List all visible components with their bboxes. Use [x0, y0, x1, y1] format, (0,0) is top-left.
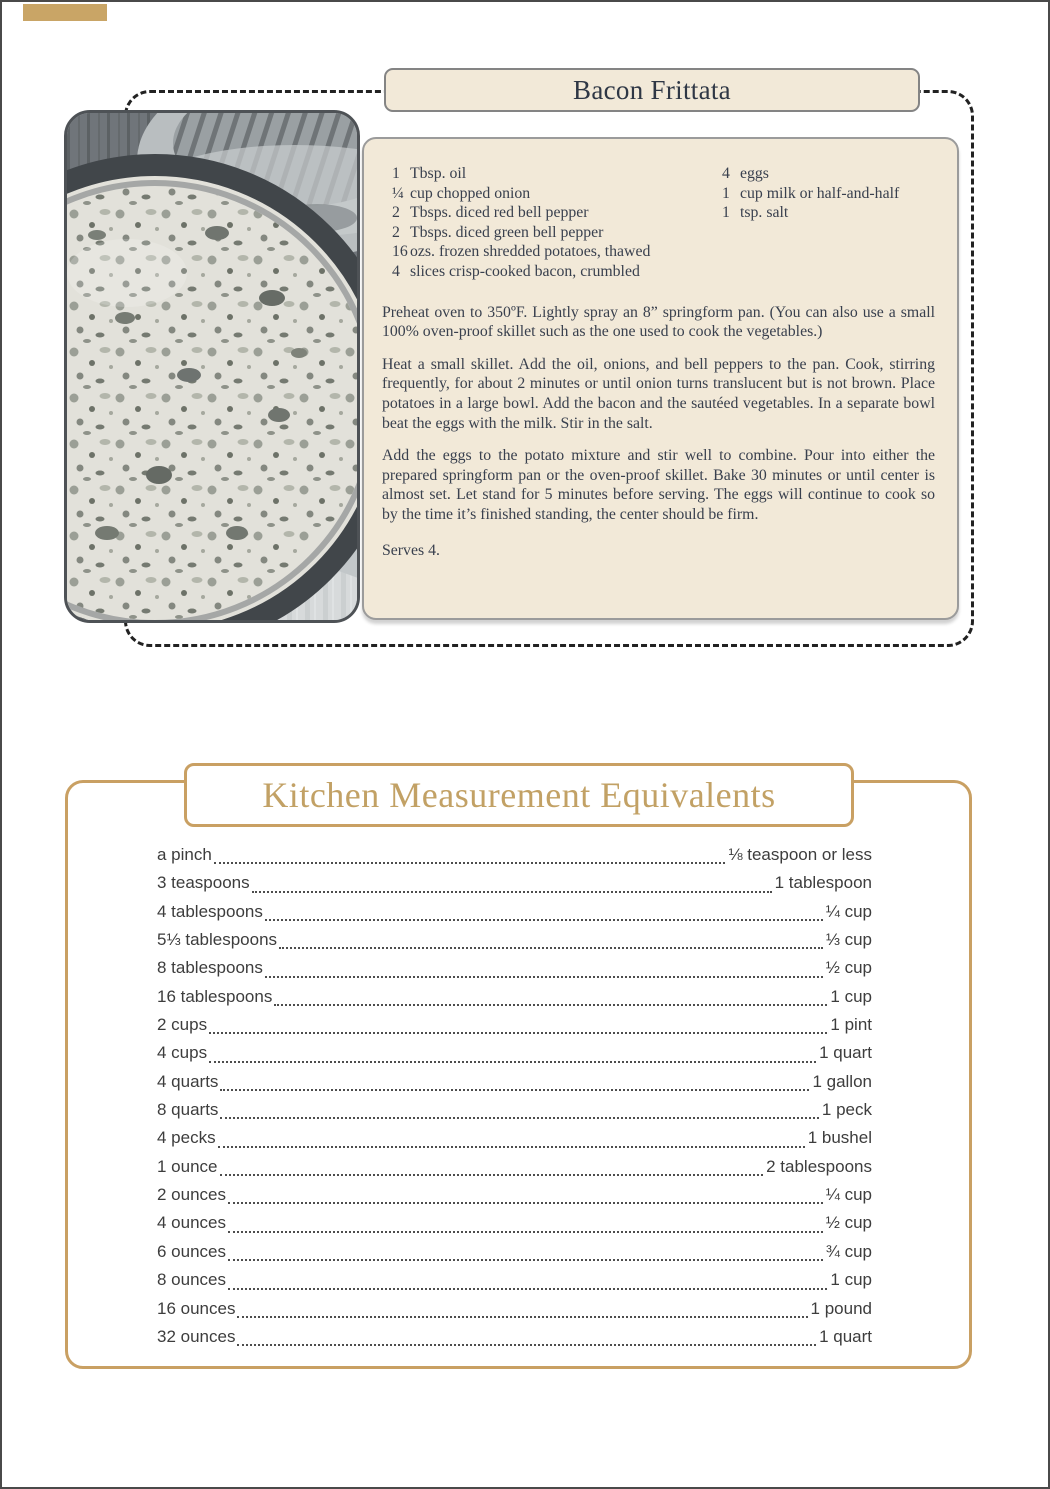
ingredient-qty: 1: [722, 184, 730, 202]
measurement-row: [157, 987, 872, 1015]
measurement-row: [157, 1100, 872, 1128]
ingredient-text: eggs: [740, 165, 769, 182]
ingredient-text: ozs. frozen shredded potatoes, thawed: [410, 243, 651, 261]
measure-left: 4 pecks: [157, 1128, 216, 1148]
ingredient-qty: 2: [392, 204, 400, 222]
measure-right: 1 pound: [810, 1298, 872, 1318]
measure-left: 1 ounce: [157, 1156, 218, 1176]
measure-right: ½ cup: [825, 958, 872, 978]
dotted-leader: [279, 947, 823, 949]
measurement-row: [157, 1299, 872, 1327]
ingredient-qty: ¼: [392, 184, 404, 202]
measure-right: 1 tablespoon: [774, 873, 872, 893]
ingredient-qty: 4: [722, 165, 730, 182]
ingredient-text: Tbsps. diced green bell pepper: [410, 223, 604, 241]
measure-left: 8 ounces: [157, 1270, 226, 1290]
measure-left: 5⅓ tablespoons: [157, 930, 278, 950]
measurement-row: [157, 930, 872, 958]
ingredients-column-right: [712, 164, 935, 282]
ingredient-qty: 1: [722, 204, 730, 222]
dotted-leader: [265, 919, 823, 921]
measure-right: 1 gallon: [812, 1071, 872, 1091]
instruction-paragraph: Preheat oven to 350ºF. Lightly spray an 8” springform pan. (You can also use a small 100% oven-proof skillet such as the one used to cook the vegetables.): [382, 303, 935, 341]
measurement-row: [157, 1327, 872, 1355]
ingredient-qty: 16: [392, 243, 408, 261]
measurement-row: [157, 1015, 872, 1043]
measurement-row: [157, 1242, 872, 1270]
dotted-leader: [228, 1231, 823, 1233]
measure-left: 8 quarts: [157, 1100, 219, 1120]
measure-right: 1 quart: [819, 1043, 872, 1063]
corner-tab: [23, 4, 107, 21]
recipe-content-box: [362, 137, 959, 620]
measure-left: 16 tablespoons: [157, 986, 273, 1006]
measurement-row: [157, 873, 872, 901]
measurement-row: [157, 1072, 872, 1100]
measure-right: ¼ cup: [825, 901, 872, 921]
ingredient-text: tsp. salt: [740, 204, 789, 222]
measure-right: ½ cup: [825, 1213, 872, 1233]
ingredients-list: [382, 164, 935, 282]
frittata-photo-illustration: [67, 113, 360, 623]
measure-left: 4 tablespoons: [157, 901, 263, 921]
dotted-leader: [228, 1202, 823, 1204]
ingredient-qty: 2: [392, 223, 400, 241]
dotted-leader: [209, 1061, 816, 1063]
measure-left: 8 tablespoons: [157, 958, 263, 978]
dotted-leader: [237, 1316, 807, 1318]
measure-right: 1 pint: [830, 1015, 872, 1035]
dotted-leader: [218, 1146, 805, 1148]
measure-left: 4 quarts: [157, 1071, 219, 1091]
skillet: [67, 165, 360, 623]
measurement-row: [157, 902, 872, 930]
measure-left: 3 teaspoons: [157, 873, 250, 893]
dotted-leader: [209, 1032, 827, 1034]
ingredient-qty: 4: [392, 262, 400, 280]
ingredient-row: [712, 184, 935, 204]
recipe-title: Bacon Frittata: [573, 74, 731, 105]
measurement-row: [157, 1043, 872, 1071]
dotted-leader: [228, 1259, 823, 1261]
measurement-row: [157, 958, 872, 986]
measure-right: 2 tablespoons: [766, 1156, 872, 1176]
ingredient-row: [382, 223, 712, 243]
dotted-leader: [252, 891, 772, 893]
measurements-table: [157, 845, 872, 1355]
measure-right: ¾ cup: [825, 1241, 872, 1261]
measurement-row: [157, 1213, 872, 1241]
dotted-leader: [228, 1288, 827, 1290]
ingredient-text: cup milk or half-and-half: [740, 184, 900, 202]
dotted-leader: [265, 976, 823, 978]
measurements-title: Kitchen Measurement Equivalents: [262, 775, 776, 815]
dotted-leader: [214, 862, 726, 864]
instruction-paragraph: Add the eggs to the potato mixture and stir well to combine. Pour into either the prepared springform pan or the oven-proof skillet. Bake 30 minutes or until center is almost set. Let stand for 5 minutes before serving. The eggs will continue to cook so by the time it’s finished standing, the center should be firm.: [382, 447, 935, 523]
serves-note: Serves 4.: [382, 541, 440, 559]
ingredient-row: [712, 203, 935, 223]
measurements-title-box: [184, 763, 854, 827]
ingredient-text: cup chopped onion: [410, 184, 531, 202]
dotted-leader: [220, 1117, 818, 1119]
ingredient-text: Tbsp. oil: [410, 165, 467, 182]
ingredient-row: [382, 262, 712, 282]
dotted-leader: [274, 1004, 827, 1006]
ingredient-text: Tbsps. diced red bell pepper: [410, 204, 589, 222]
recipe-photo: [64, 110, 360, 623]
measure-left: 2 ounces: [157, 1185, 226, 1205]
ingredient-qty: 1: [392, 165, 400, 182]
ingredient-row: [382, 203, 712, 223]
measure-right: 1 quart: [819, 1326, 872, 1346]
ingredient-row: [382, 164, 712, 184]
measure-right: ¼ cup: [825, 1185, 872, 1205]
measurement-row: [157, 1157, 872, 1185]
measure-left: a pinch: [157, 845, 212, 864]
dotted-leader: [220, 1089, 809, 1091]
ingredient-row: [382, 242, 712, 262]
measure-right: 1 cup: [830, 1270, 872, 1290]
measure-right: 1 cup: [830, 986, 872, 1006]
measure-right: 1 peck: [821, 1100, 872, 1120]
instruction-paragraph: Heat a small skillet. Add the oil, onions, and bell peppers to the pan. Cook, stirring frequently, for about 2 minutes or until onion turns translucent but is not brown. Place potatoes in a large bowl. Add the bacon and the sautéed vegetables. In a separate bowl beat the eggs with the milk. Stir in the salt.: [382, 355, 935, 432]
measurement-row: [157, 845, 872, 873]
dotted-leader: [237, 1344, 816, 1346]
measure-left: 6 ounces: [157, 1241, 226, 1261]
measure-left: 4 ounces: [157, 1213, 226, 1233]
recipe-title-box: [384, 68, 920, 112]
measurement-row: [157, 1128, 872, 1156]
dotted-leader: [220, 1174, 764, 1176]
measure-right: ⅛ teaspoon or less: [728, 845, 872, 864]
measure-left: 2 cups: [157, 1015, 208, 1035]
measure-left: 16 ounces: [157, 1298, 236, 1318]
ingredient-row: [382, 184, 712, 204]
measure-right: ⅓ cup: [825, 930, 872, 950]
ingredient-row: [712, 164, 935, 184]
measure-right: 1 bushel: [807, 1128, 872, 1148]
measure-left: 32 ounces: [157, 1326, 236, 1346]
ingredient-text: slices crisp-cooked bacon, crumbled: [410, 262, 640, 280]
measurement-row: [157, 1270, 872, 1298]
measure-left: 4 cups: [157, 1043, 208, 1063]
measurement-row: [157, 1185, 872, 1213]
ingredients-column-left: [382, 164, 712, 282]
